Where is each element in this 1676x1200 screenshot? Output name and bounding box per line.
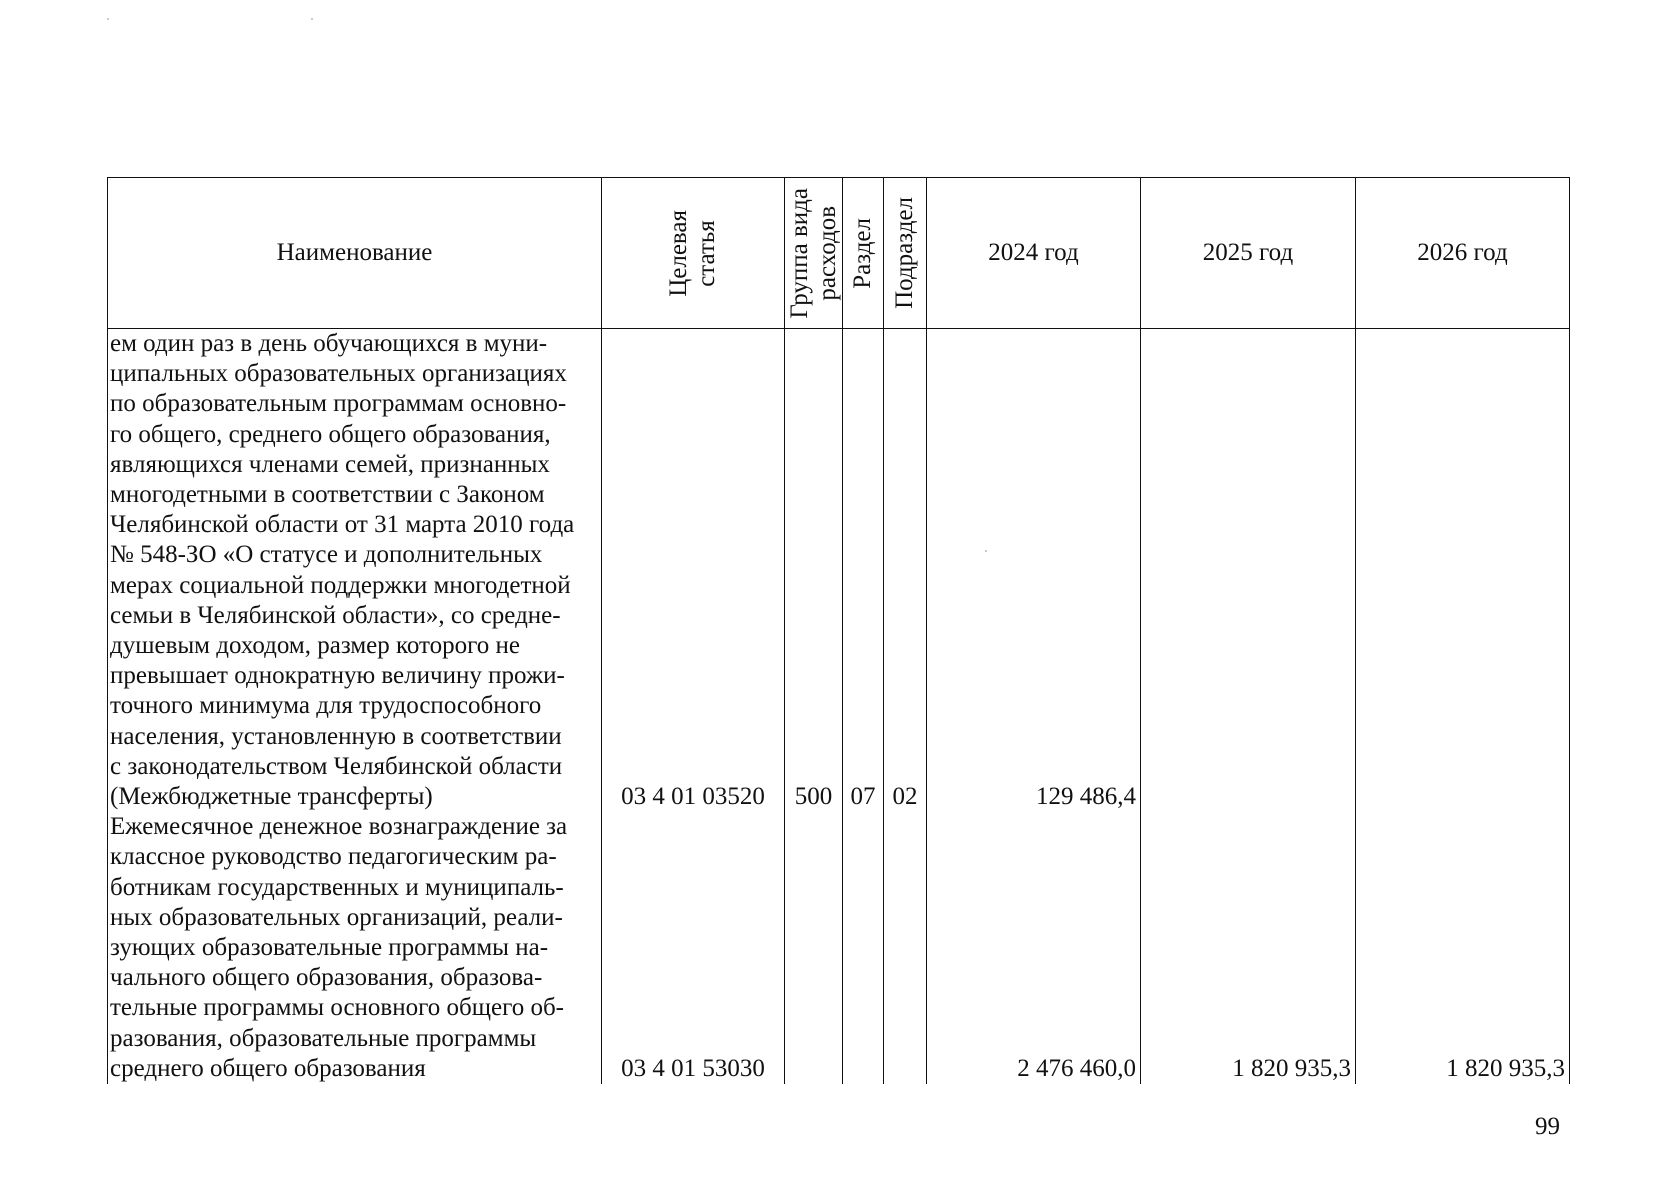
row-amount-2026: 1 820 935,3 bbox=[1356, 812, 1570, 1084]
row-name-line: Челябинской области от 31 марта 2010 года bbox=[110, 511, 575, 539]
row-name-line: го общего, среднего общего образования, bbox=[110, 420, 551, 448]
row-name-line: ем один раз в день обучающихся в муни- bbox=[110, 330, 548, 357]
row-name-line: ципальных образовательных организациях bbox=[110, 360, 567, 388]
row-name-line: классное руководство педагогическим ра- bbox=[110, 843, 557, 871]
row-expense-group: 500 bbox=[785, 329, 843, 813]
scan-speck bbox=[107, 18, 109, 20]
row-amount-2024: 129 486,4 bbox=[927, 329, 1141, 813]
row-name-line: точного минимума для трудоспособного bbox=[110, 692, 542, 720]
header-year-2024-label: 2024 год bbox=[988, 238, 1079, 266]
row-name-line: (Межбюджетные трансферты) bbox=[110, 783, 433, 811]
row-name-line: семьи в Челябинской области», со средне- bbox=[110, 601, 561, 629]
header-subsection bbox=[884, 178, 927, 329]
row-name-line: являющихся членами семей, признанных bbox=[110, 450, 550, 478]
header-year-2024 bbox=[927, 178, 1141, 329]
row-subsection bbox=[884, 812, 927, 1084]
header-target-article bbox=[602, 178, 785, 329]
header-section bbox=[843, 178, 884, 329]
row-expense-group bbox=[785, 812, 843, 1084]
row-name-line: многодетными в соответствии с Законом bbox=[110, 481, 545, 509]
header-expense-group bbox=[785, 178, 843, 329]
row-target-article: 03 4 01 53030 bbox=[602, 812, 785, 1084]
row-name-line: № 548-ЗО «О статусе и дополнительных bbox=[110, 541, 543, 569]
budget-table bbox=[107, 177, 1570, 1084]
row-name-line: тельные программы основного общего об- bbox=[110, 994, 564, 1022]
row-amount-2026 bbox=[1356, 329, 1570, 813]
header-year-2026-label: 2026 год bbox=[1417, 238, 1508, 266]
page-number: 99 bbox=[1535, 1113, 1560, 1140]
table-row bbox=[108, 329, 1570, 813]
header-target-article-line1: Целевая bbox=[665, 209, 692, 297]
row-name-line: душевым доходом, размер которого не bbox=[110, 632, 521, 660]
header-year-2025-label: 2025 год bbox=[1202, 238, 1294, 266]
header-name bbox=[108, 178, 602, 329]
row-amount-2025: 1 820 935,3 bbox=[1141, 812, 1356, 1084]
header-subsection-label: Подраздел bbox=[891, 197, 918, 309]
row-name-line: ботникам государственных и муниципаль- bbox=[110, 873, 564, 901]
row-amount-2025 bbox=[1141, 329, 1356, 813]
header-expense-group-line1: Группа вида bbox=[785, 187, 813, 319]
row-name-line: зующих образовательные программы на- bbox=[110, 934, 549, 962]
row-name-line: населения, установленную в соответствии bbox=[110, 722, 562, 750]
header-name-label: Наименование bbox=[276, 238, 433, 266]
header-section-label: Раздел bbox=[849, 217, 876, 289]
table-header-row bbox=[108, 178, 1570, 329]
row-section: 07 bbox=[843, 329, 884, 813]
row-name-line: ных образовательных организаций, реали- bbox=[110, 903, 563, 931]
row-name-line: превышает однократную величину прожи- bbox=[110, 662, 565, 690]
row-name-line: мерах социальной поддержки многодетной bbox=[110, 571, 571, 599]
row-name-line: Ежемесячное денежное вознаграждение за bbox=[110, 813, 568, 841]
header-year-2025 bbox=[1141, 178, 1356, 329]
row-name-line: по образовательным программам основно- bbox=[110, 390, 567, 418]
row-name-line: с законодательством Челябинской области bbox=[110, 752, 563, 780]
row-name bbox=[108, 812, 602, 1084]
table-row bbox=[108, 812, 1570, 1084]
row-target-article: 03 4 01 03520 bbox=[602, 329, 785, 813]
scan-speck bbox=[311, 18, 313, 20]
header-expense-group-line2: расходов bbox=[813, 205, 841, 301]
row-subsection: 02 bbox=[884, 329, 927, 813]
row-name-line: среднего общего образования bbox=[110, 1054, 426, 1082]
row-name-line: разования, образовательные программы bbox=[110, 1024, 537, 1052]
row-name bbox=[108, 329, 602, 813]
header-year-2026 bbox=[1356, 178, 1570, 329]
header-target-article-line2: статья bbox=[693, 219, 720, 287]
row-section bbox=[843, 812, 884, 1084]
row-amount-2024: 2 476 460,0 bbox=[927, 812, 1141, 1084]
row-name-line: чального общего образования, образова- bbox=[110, 964, 543, 992]
